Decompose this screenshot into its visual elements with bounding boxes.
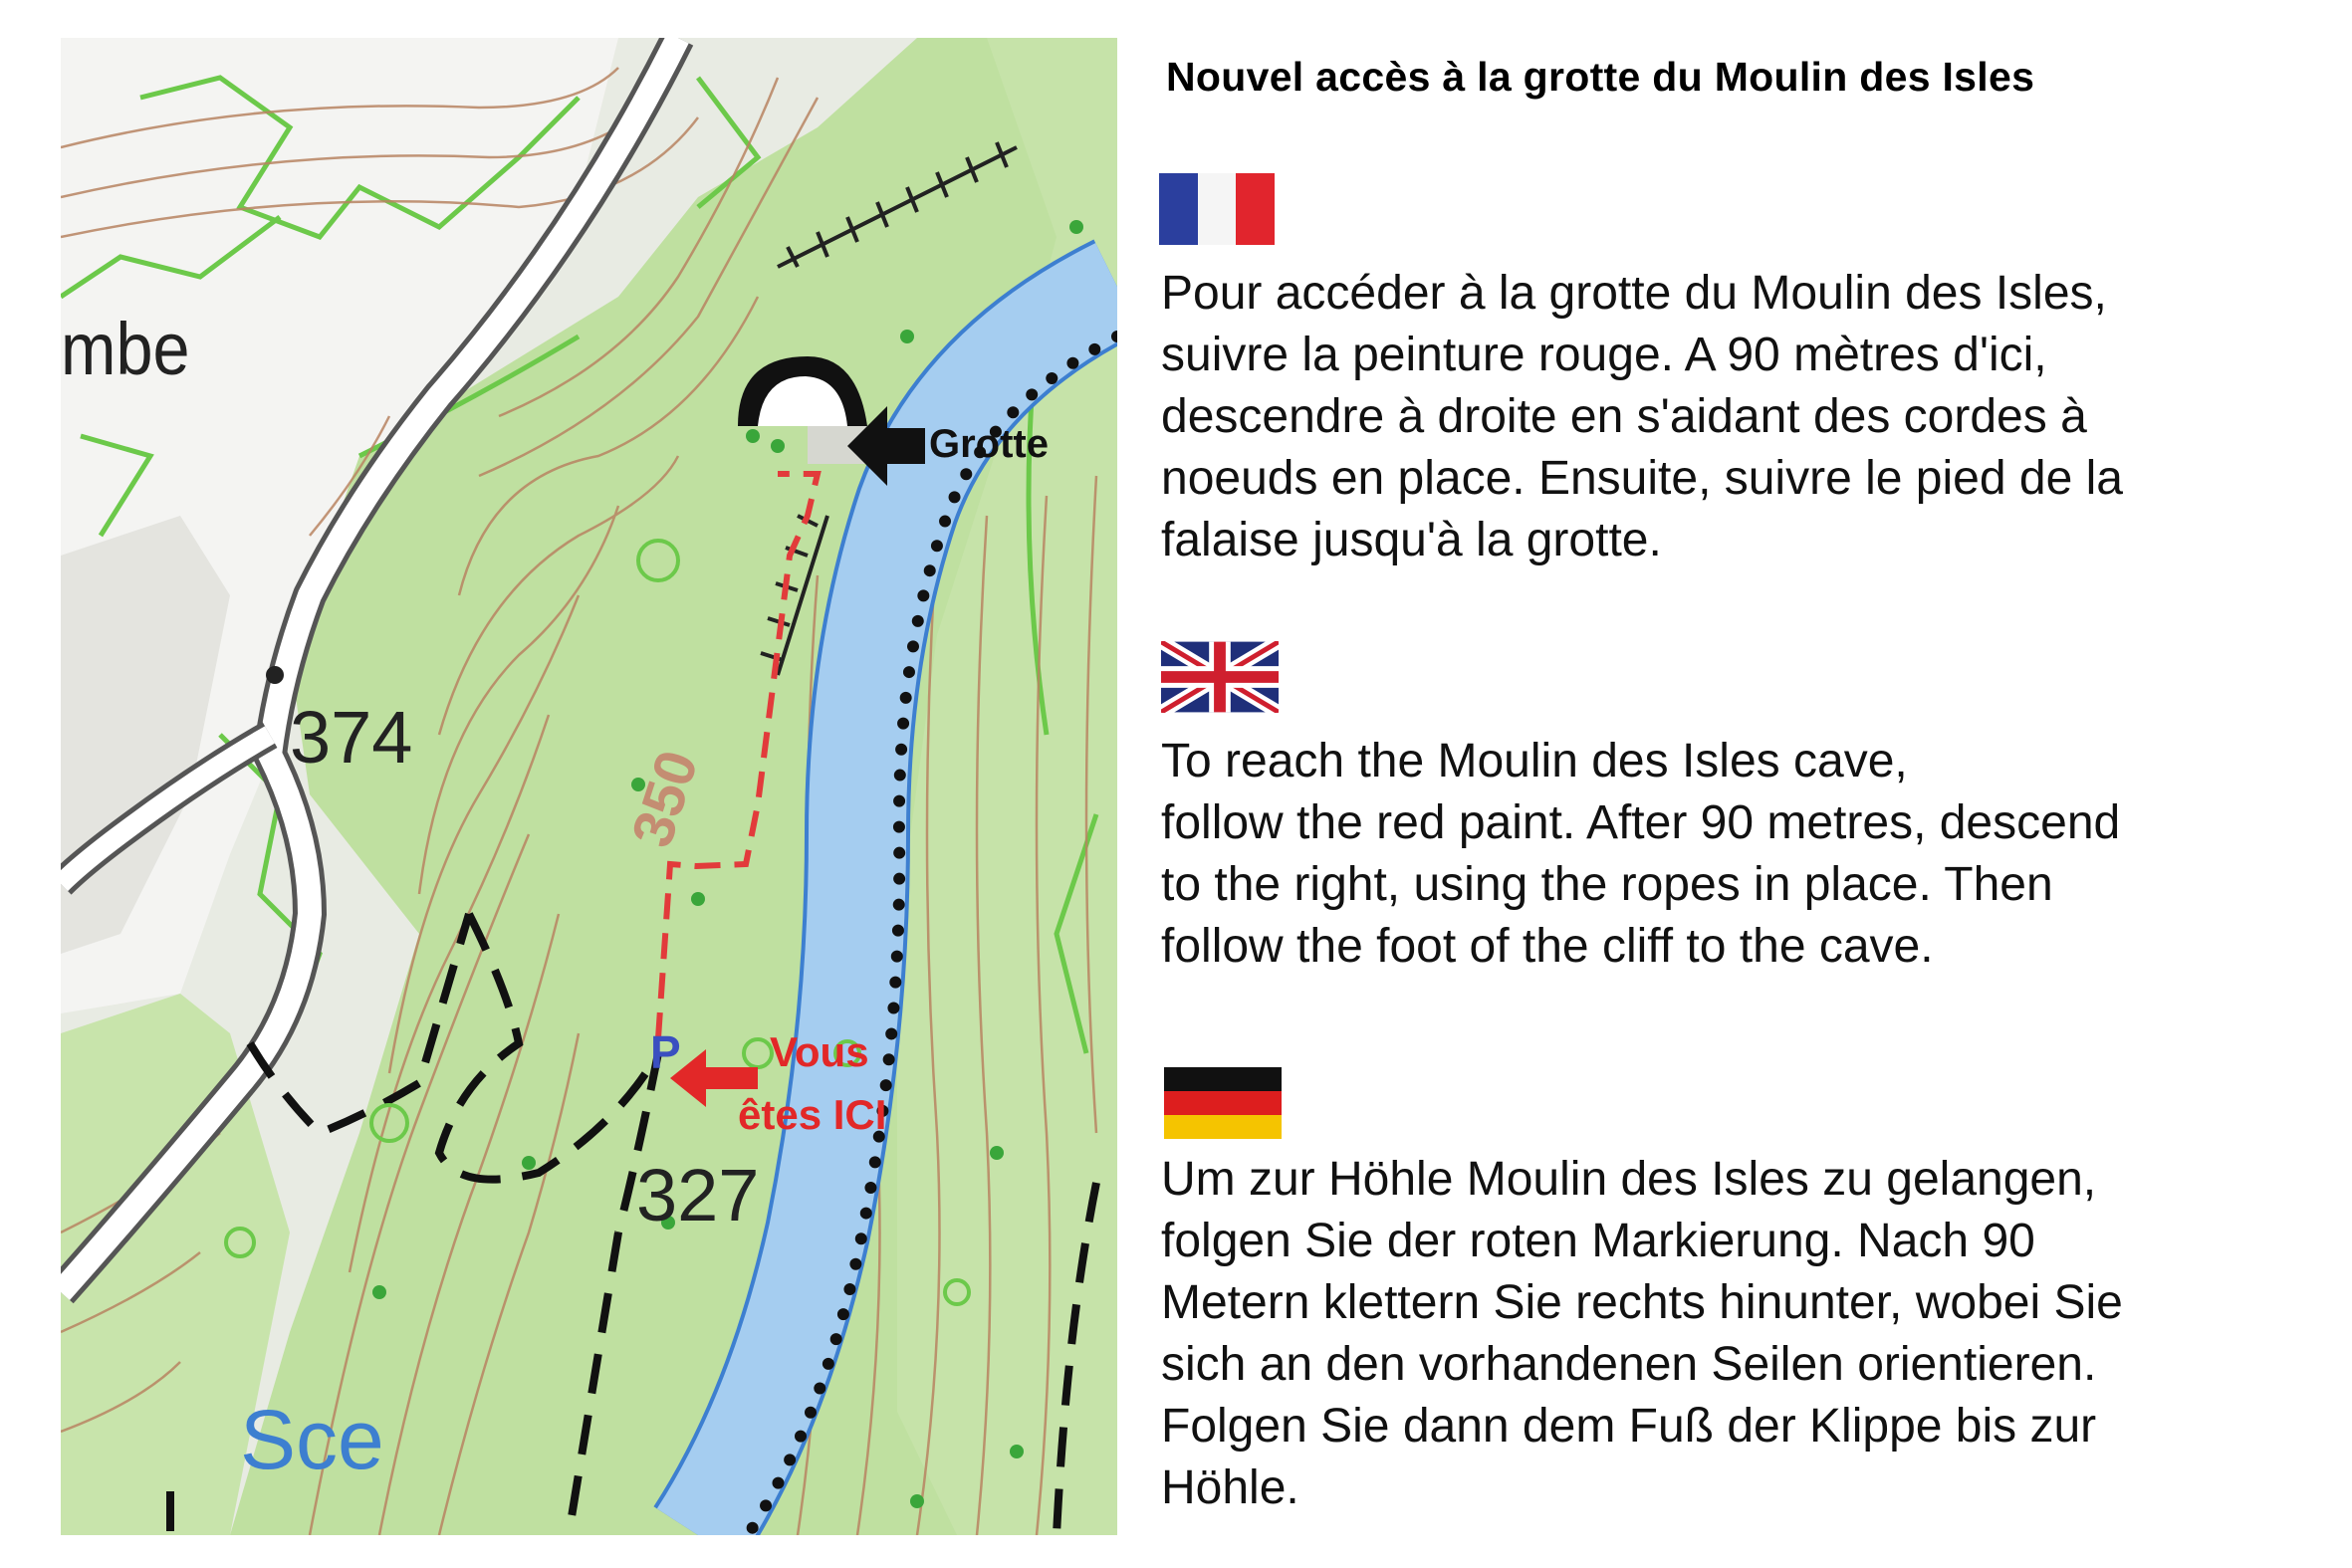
french-line: noeuds en place. Ensuite, suivre le pied de la (1161, 452, 2123, 505)
elevation-label-bottom: 327 (636, 1154, 760, 1236)
place-name-fragment: mbe (61, 308, 190, 390)
french-instructions (1161, 263, 2326, 571)
french-line: falaise jusqu'à la grotte. (1161, 514, 1662, 566)
german-line: folgen Sie der roten Markierung. Nach 90 (1161, 1215, 2035, 1267)
german-line: Um zur Höhle Moulin des Isles zu gelangen, (1161, 1153, 2097, 1206)
spring-label: Sce (240, 1393, 384, 1486)
france-flag-icon (1159, 173, 1275, 245)
road-junction-dot (266, 666, 284, 684)
english-line: follow the red paint. After 90 metres, descend (1161, 796, 2121, 849)
uk-flag-icon (1161, 641, 1279, 713)
elevation-label-top: 374 (290, 696, 413, 779)
french-line: Pour accéder à la grotte du Moulin des Isles, (1161, 267, 2107, 320)
you-are-here-label-line2: êtes ICI (738, 1091, 887, 1138)
german-instructions (1161, 1149, 2326, 1519)
cave-label: Grotte (929, 422, 1049, 466)
germany-flag-icon (1164, 1067, 1282, 1139)
you-are-here-label-line1: Vous (770, 1028, 869, 1075)
english-line: To reach the Moulin des Isles cave, (1161, 735, 1908, 787)
french-line: suivre la peinture rouge. A 90 mètres d'ici, (1161, 329, 2047, 381)
english-instructions (1161, 731, 2326, 978)
page-title: Nouvel accès à la grotte du Moulin des Isles (1166, 54, 2035, 100)
english-line: follow the foot of the cliff to the cave. (1161, 920, 1934, 973)
german-line: sich an den vorhandenen Seilen orientieren. (1161, 1338, 2097, 1391)
contour-elevation-label: 350 (618, 743, 711, 855)
german-line: Metern klettern Sie rechts hinunter, wobei Sie (1161, 1276, 2123, 1329)
german-line: Folgen Sie dann dem Fuß der Klippe bis zur (1161, 1400, 2097, 1453)
french-line: descendre à droite en s'aidant des cordes à (1161, 390, 2087, 443)
english-line: to the right, using the ropes in place. Then (1161, 858, 2053, 911)
map-canvas (61, 38, 1117, 1535)
topographic-map (61, 38, 1117, 1535)
german-line: Höhle. (1161, 1461, 1299, 1514)
parking-symbol: P (650, 1026, 681, 1078)
